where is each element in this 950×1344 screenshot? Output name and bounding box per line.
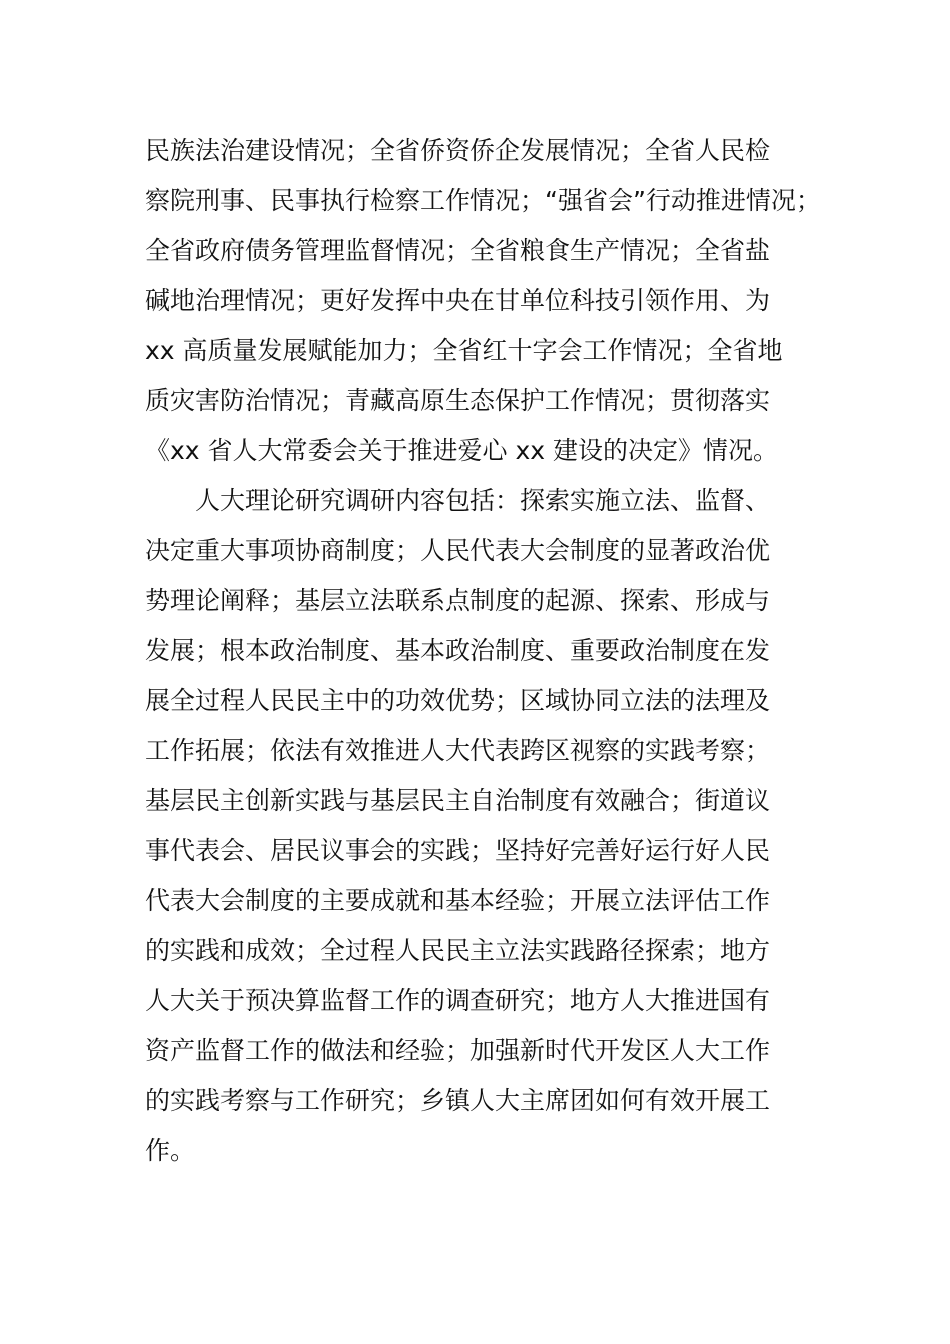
paragraph-line: 展全过程人民民主中的功效优势；区域协同立法的法理及 <box>145 686 771 715</box>
paragraph-line: 工作拓展；依法有效推进人大代表跨区视察的实践考察； <box>145 736 771 765</box>
paragraph-line: 《xx 省人大常委会关于推进爱心 xx 建设的决定》情况。 <box>145 436 779 465</box>
paragraph-1 <box>145 126 835 476</box>
paragraph-line: 碱地治理情况；更好发挥中央在甘单位科技引领作用、为 <box>145 286 771 315</box>
paragraph-line: 质灾害防治情况；青藏高原生态保护工作情况；贯彻落实 <box>145 386 771 415</box>
paragraph-line: 的实践和成效；全过程人民民主立法实践路径探索；地方 <box>145 936 771 965</box>
paragraph-line: 民族法治建设情况；全省侨资侨企发展情况；全省人民检 <box>145 136 771 165</box>
paragraph-line: 势理论阐释；基层立法联系点制度的起源、探索、形成与 <box>145 586 771 615</box>
paragraph-line: 察院刑事、民事执行检察工作情况；“强省会”行动推进情况； <box>145 186 821 215</box>
paragraph-line: 全省政府债务管理监督情况；全省粮食生产情况；全省盐 <box>145 236 771 265</box>
paragraph-line: 事代表会、居民议事会的实践；坚持好完善好运行好人民 <box>145 836 771 865</box>
paragraph-line: 人大关于预决算监督工作的调查研究；地方人大推进国有 <box>145 986 771 1015</box>
paragraph-line: 代表大会制度的主要成就和基本经验；开展立法评估工作 <box>145 886 771 915</box>
paragraph-line: 基层民主创新实践与基层民主自治制度有效融合；街道议 <box>145 786 771 815</box>
paragraph-line: 资产监督工作的做法和经验；加强新时代开发区人大工作 <box>145 1036 771 1065</box>
paragraph-line: 作。 <box>145 1136 196 1165</box>
paragraph-line: 决定重大事项协商制度；人民代表大会制度的显著政治优 <box>145 536 771 565</box>
paragraph-2 <box>145 476 835 1176</box>
paragraph-line: xx 高质量发展赋能加力；全省红十字会工作情况；全省地 <box>145 336 783 365</box>
paragraph-first-line: 人大理论研究调研内容包括：探索实施立法、监督、 <box>195 486 771 515</box>
paragraph-line: 发展；根本政治制度、基本政治制度、重要政治制度在发 <box>145 636 771 665</box>
paragraph-line: 的实践考察与工作研究；乡镇人大主席团如何有效开展工 <box>145 1086 771 1115</box>
document-body <box>145 126 835 1176</box>
